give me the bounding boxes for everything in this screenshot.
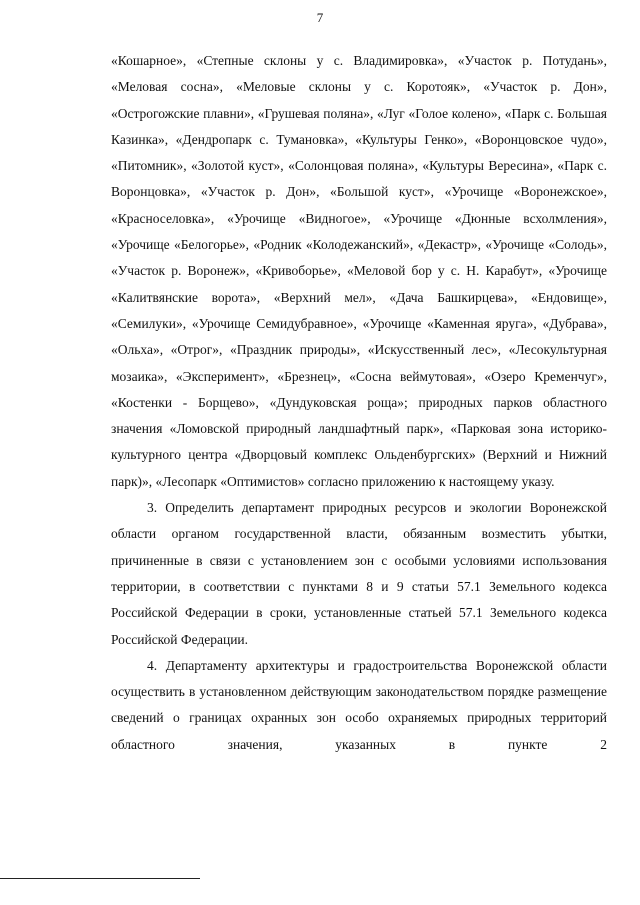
document-body <box>111 48 607 758</box>
paragraph-item-4: 4. Департаменту архитектуры и градостроительства Воронежской области осуществить в установленном действующим законодательством порядке размещение сведений о границах охранных зон особо охраняемых природных территорий областного значения, указанных в пункте 2 <box>111 657 607 752</box>
footnote-separator <box>0 878 200 879</box>
page-number: 7 <box>316 10 324 25</box>
paragraph-list-continuation: «Кошарное», «Степные склоны у с. Владимировка», «Участок р. Потудань», «Меловая сосна», «Меловые склоны у с. Коротояк», «Участок р. Дон», «Острогожские плавни», «Грушевая поляна», «Луг «Голое колено», «Парк с. Большая Казинка», «Дендропарк с. Тумановка», «Культуры Генко», «Воронцовское чудо», «Питомник», «Золотой куст», «Солонцовая поляна», «Культуры Вересина», «Парк с. Воронцовка», «Участок р. Дон», «Большой куст», «Урочище «Воронежское», «Красноселовка», «Урочище «Видногое», «Урочище «Дюнные всхолмления», «Урочище «Белогорье», «Родник «Колодежанский», «Декастр», «Урочище «Солодь», «Участок р. Воронеж», «Кривоборье», «Меловой бор у с. Н. Карабут», «Урочище «Калитвянские ворота», «Верхний мел», «Дача Башкирцева», «Ендовище», «Семилуки», «Урочище Семидубравное», «Урочище «Каменная яруга», «Дубрава», «Ольха», «Отрог», «Праздник природы», «Искусственный лес», «Лесокультурная мозаика», «Эксперимент», «Брезнец», «Сосна веймутовая», «Озеро Кременчуг», «Костенки - Борщево», «Дундуковская роща»; природных парков областного значения «Ломовской природный ландшафтный парк», «Парковая зона историко-культурного центра «Дворцовый комплекс Ольденбургских» (Верхний и Нижний парк)», «Лесопарк «Оптимистов» согласно приложению к настоящему указу. <box>111 53 607 489</box>
paragraph-item-3: 3. Определить департамент природных ресурсов и экологии Воронежской области органом государственной власти, обязанным возместить убытки, причиненные в связи с установлением зон с особыми условиями использования территории, в соответствии с пунктами 8 и 9 статьи 57.1 Земельного кодекса Российской Федерации в сроки, установленные статьей 57.1 Земельного кодекса Российской Федерации. <box>111 500 607 647</box>
